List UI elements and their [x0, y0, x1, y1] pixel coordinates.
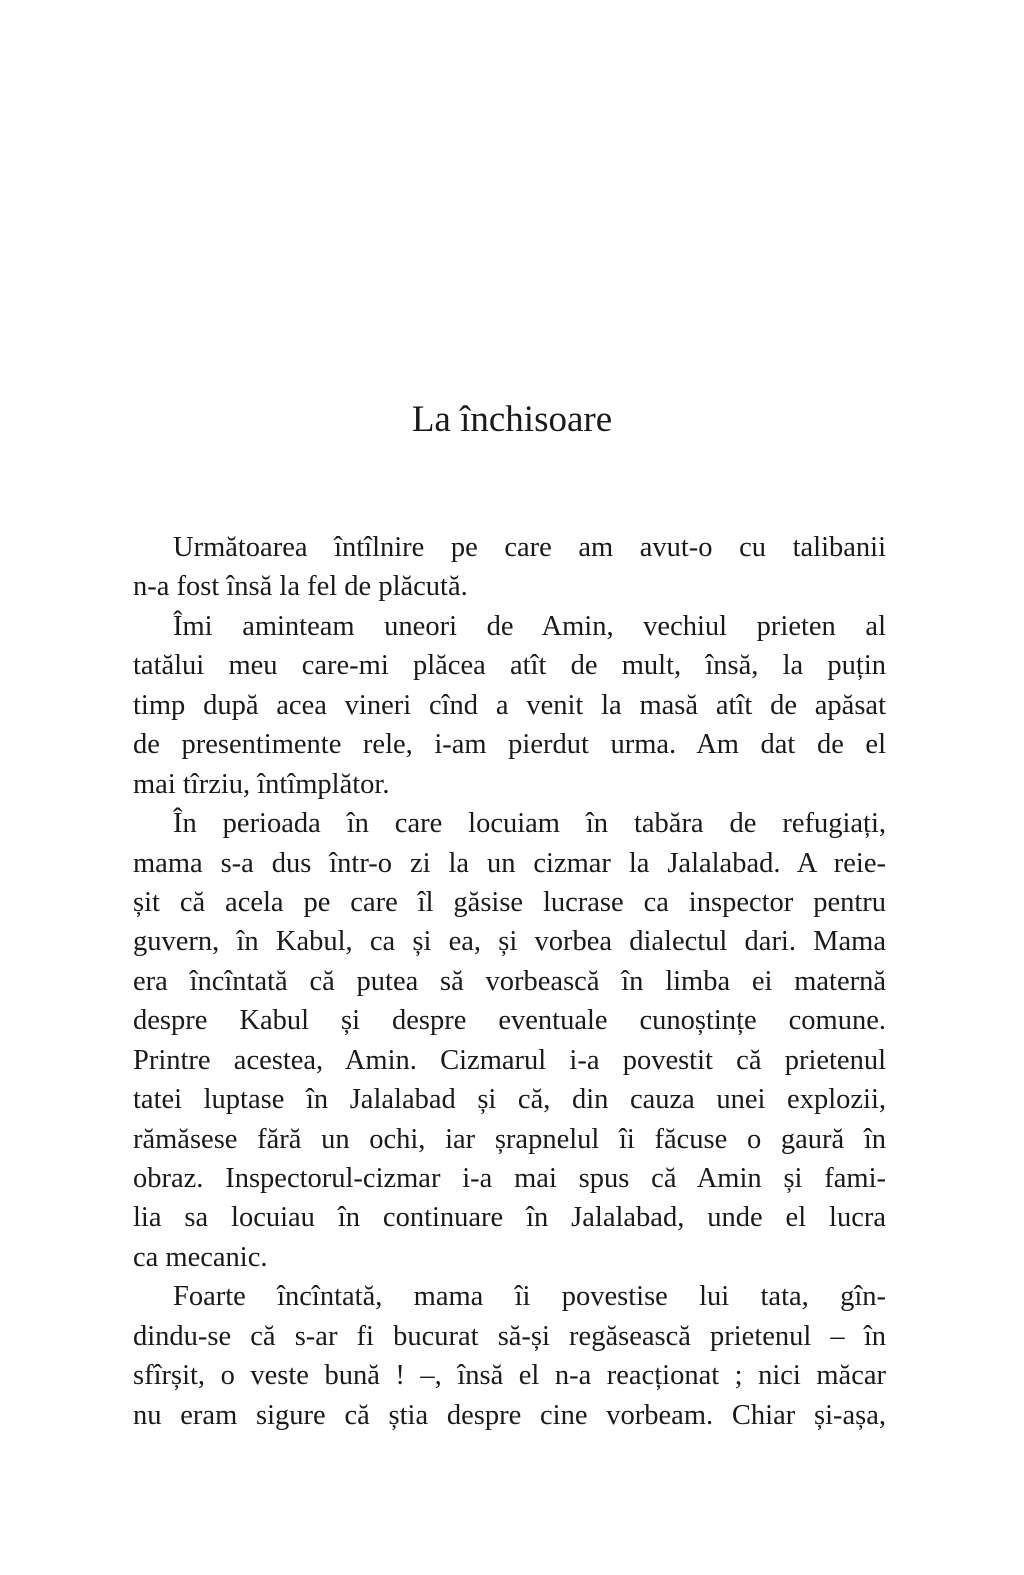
text-line: Îmi aminteam uneori de Amin, vechiul prieten al — [173, 610, 886, 642]
body-text — [133, 528, 886, 1435]
text-line: nu eram sigure că știa despre cine vorbeam. Chiar și-așa, — [133, 1399, 886, 1431]
text-line: Printre acestea, Amin. Cizmarul i-a povestit că prietenul — [133, 1044, 886, 1076]
text-line: mai tîrziu, întîmplător. — [133, 768, 390, 800]
paragraph — [133, 1277, 886, 1435]
text-line: Următoarea întîlnire pe care am avut-o cu talibanii — [173, 532, 886, 563]
text-line: ca mecanic. — [133, 1241, 268, 1273]
text-line: În perioada în care locuiam în tabăra de refugiați, — [173, 808, 886, 840]
text-line: șit că acela pe care îl găsise lucrase ca inspector pentru — [133, 886, 886, 918]
text-line: despre Kabul și despre eventuale cunoștințe comune. — [133, 1005, 886, 1037]
paragraph — [133, 607, 886, 804]
text-line: n-a fost însă la fel de plăcută. — [133, 571, 468, 603]
paragraph — [133, 804, 886, 1277]
chapter-title: La închisoare — [411, 399, 613, 440]
text-line: mama s-a dus într-o zi la un cizmar la Jalalabad. A reie- — [133, 847, 886, 879]
text-line: dindu-se că s-ar fi bucurat să-și regăsească prietenul – în — [133, 1320, 886, 1352]
text-line: Foarte încîntată, mama îi povestise lui tata, gîn- — [173, 1281, 886, 1313]
text-line: timp după acea vineri cînd a venit la masă atît de apăsat — [133, 689, 886, 721]
text-line: tatălui meu care-mi plăcea atît de mult, însă, la puțin — [133, 650, 886, 682]
text-line: rămăsese fără un ochi, iar șrapnelul îi făcuse o gaură în — [133, 1123, 886, 1155]
paragraph — [133, 528, 886, 607]
text-line: tatei luptase în Jalalabad și că, din cauza unei explozii, — [133, 1084, 886, 1116]
text-line: guvern, în Kabul, ca și ea, și vorbea dialectul dari. Mama — [133, 926, 886, 958]
text-line: de presentimente rele, i-am pierdut urma. Am dat de el — [133, 729, 886, 761]
text-line: obraz. Inspectorul-cizmar i-a mai spus că Amin și fami- — [133, 1163, 886, 1194]
text-line: sfîrșit, o veste bună ! –, însă el n-a reacționat ; nici măcar — [133, 1360, 886, 1392]
text-line: era încîntată că putea să vorbească în limba ei maternă — [133, 965, 886, 997]
text-line: lia sa locuiau în continuare în Jalalabad, unde el lucra — [133, 1202, 886, 1234]
